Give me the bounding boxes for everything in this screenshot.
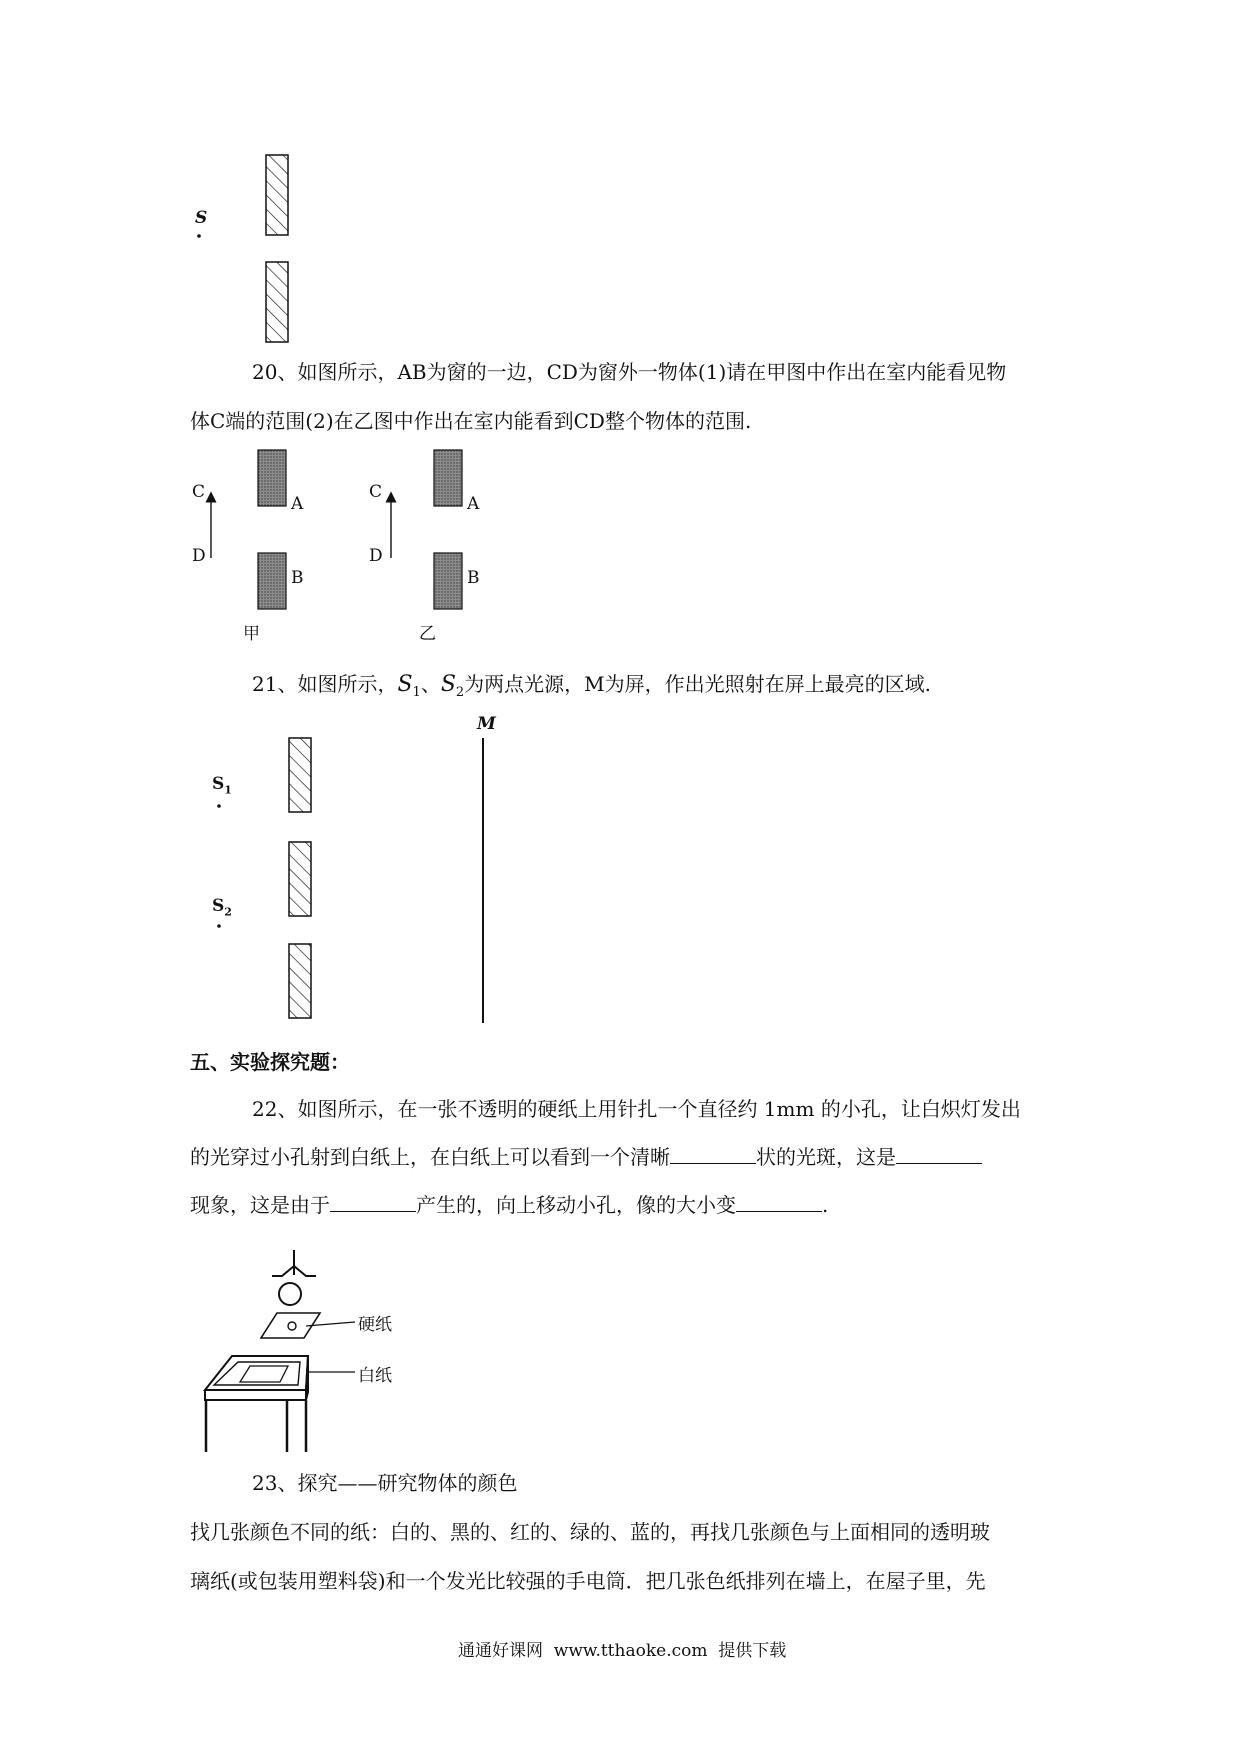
fig22-white-paper [240,1366,288,1382]
q21-prefix: 21、如图所示， [252,672,398,696]
q22-blank-1[interactable] [670,1143,756,1164]
fig21-source2-dot [217,924,221,928]
fig19-diagram [197,155,288,342]
fig21-wall-2 [289,842,311,916]
fig20-yi-caption: 乙 [419,624,436,644]
section5-heading: 五、实验探究题： [190,1050,350,1074]
fig22-label-cardboard: 硬纸 [358,1315,392,1335]
q21-sep: 、 [420,672,441,696]
fig20-yi-label-d: D [369,546,383,566]
fig19-source-label: S [195,208,208,228]
fig21-diagram [217,738,483,1023]
fig20-jia-label-d: D [192,546,206,566]
q23-title: 23、探究——研究物体的颜色 [252,1471,518,1495]
fig20-yi-label-a: A [467,494,480,514]
fig20-jia-caption: 甲 [243,624,260,644]
q22-line2: 的光穿过小孔射到白纸上，在白纸上可以看到一个清晰 状的光斑，这是 [190,1142,982,1172]
fig21-wall-3 [289,944,311,1018]
q21-s1-sub: 1 [412,685,421,700]
q22-blank-3[interactable] [330,1191,416,1212]
fig20-jia-label-b: B [291,568,304,588]
q22-line3: 现象，这是由于 产生的，向上移动小孔，像的大小变 . [190,1193,829,1217]
fig19-source-dot [197,234,201,238]
q21-s1: S [397,672,413,697]
fig21-source1-dot [217,804,221,808]
fig20-yi-label-b: B [467,568,480,588]
fig20-yi-window-a [434,450,462,506]
fig21-wall-1 [289,738,311,812]
q20-line2: 体C端的范围(2)在乙图中作出在室内能看到CD整个物体的范围. [190,409,752,433]
fig20-jia-diagram [211,450,286,609]
q21-s2: S [440,672,456,697]
fig21-source2-label: $S_2$ [212,896,232,919]
q21-text [252,669,931,708]
fig20-yi-diagram [391,450,462,609]
fig22-pinhole [288,1322,296,1330]
fig20-jia-window-a [258,450,286,506]
fig19-wall-bottom [266,262,288,342]
fig21-screen-label: M [477,714,496,734]
fig19-wall-top [266,155,288,235]
fig21-source1-label: $S_1$ [212,774,232,797]
q20-line1: 20、如图所示，AB为窗的一边，CD为窗外一物体(1)请在甲图中作出在室内能看见物 [252,360,1007,384]
fig20-jia-window-b [258,553,286,609]
q21-s2-sub: 2 [455,685,465,700]
fig22-label-paper: 白纸 [358,1366,392,1386]
q22-blank-2[interactable] [896,1143,982,1164]
fig22-lamp-bulb [279,1283,301,1305]
fig20-yi-label-c: C [369,482,383,502]
q23-line2: 璃纸(或包装用塑料袋)和一个发光比较强的手电筒．把几张色纸排列在墙上，在屋子里，先 [190,1569,986,1593]
q23-line1: 找几张颜色不同的纸：白的、黑的、红的、绿的、蓝的，再找几张颜色与上面相同的透明玻 [190,1520,990,1544]
q21-suffix: 为两点光源，M为屏，作出光照射在屏上最亮的区域. [464,672,932,696]
q22-line1: 22、如图所示，在一张不透明的硬纸上用针扎一个直径约 1mm 的小孔，让白炽灯发出 [252,1097,1021,1121]
fig20-yi-window-b [434,553,462,609]
fig20-jia-label-a: A [291,494,304,514]
q22-blank-4[interactable] [736,1191,822,1212]
page-footer: 通通好课网 www.tthaoke.com 提供下载 [458,1641,787,1661]
fig20-jia-label-c: C [192,482,206,502]
fig22-diagram [205,1250,355,1452]
